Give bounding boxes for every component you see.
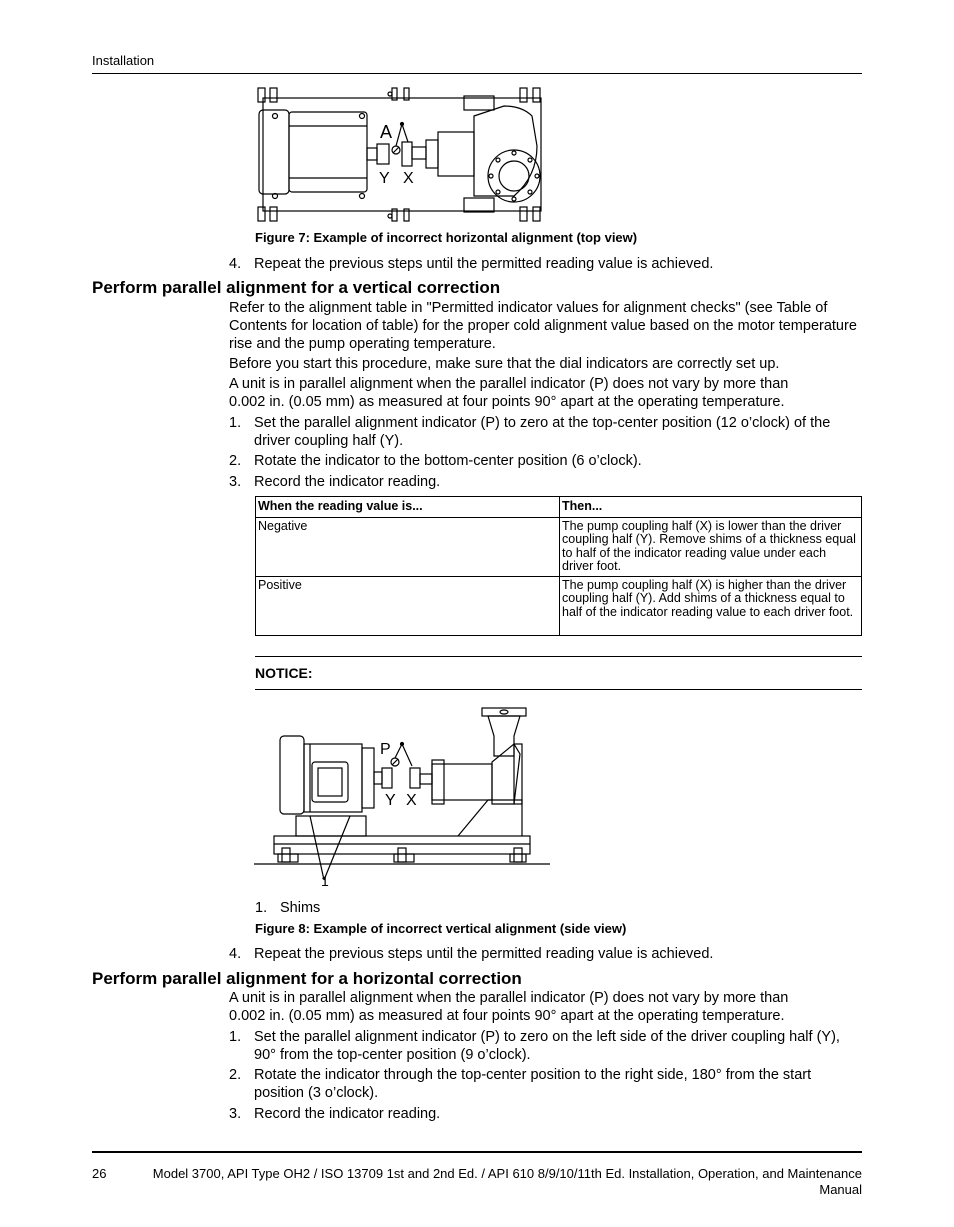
table-row bbox=[256, 576, 862, 635]
label-p: P bbox=[380, 741, 391, 758]
figure7-caption: Figure 7: Example of incorrect horizontal alignment (top view) bbox=[255, 230, 638, 245]
step-item bbox=[229, 1066, 862, 1102]
paragraph: Before you start this procedure, make sure that the dial indicators are correctly set up. bbox=[229, 356, 780, 372]
step-number: 3. bbox=[229, 474, 242, 490]
label-x: X bbox=[406, 792, 417, 809]
step-text: Set the parallel alignment indicator (P) to zero on the left side of the driver coupling half (Y), 90° from the top-center position (9 o’clock). bbox=[254, 1029, 840, 1063]
table-row bbox=[256, 517, 862, 576]
step-text: Record the indicator reading. bbox=[254, 1106, 441, 1122]
notice-rule-bottom bbox=[255, 689, 862, 690]
running-header: Installation bbox=[92, 53, 155, 68]
step-number: 2. bbox=[229, 1067, 242, 1083]
label-y: Y bbox=[385, 792, 396, 809]
label-x: X bbox=[403, 170, 414, 187]
header-rule bbox=[92, 73, 862, 74]
step-number: 2. bbox=[229, 453, 242, 469]
figure8-drawing bbox=[252, 704, 552, 894]
step-text: Rotate the indicator to the bottom-center position (6 o’clock). bbox=[254, 453, 642, 469]
alignment-table bbox=[255, 496, 862, 636]
table-header-cell: Then... bbox=[560, 497, 862, 518]
step-text: Repeat the previous steps until the permitted reading value is achieved. bbox=[254, 256, 714, 272]
footer-title: Model 3700, API Type OH2 / ISO 13709 1st and 2nd Ed. / API 610 8/9/10/11th Ed. Installation, Operation, and Maintenance Manual bbox=[152, 1166, 862, 1197]
step-number: 4. bbox=[229, 946, 242, 962]
step-number: 1. bbox=[229, 1029, 242, 1045]
footer-rule bbox=[92, 1151, 862, 1153]
step-text: Set the parallel alignment indicator (P) to zero at the top-center position (12 o’clock) of the driver coupling half (Y). bbox=[254, 415, 831, 449]
step-number: 3. bbox=[229, 1106, 242, 1122]
table-cell: The pump coupling half (X) is lower than the driver coupling half (Y). Remove shims of a thickness equal to half of the indicator reading value under each driver foot. bbox=[560, 517, 862, 576]
notice-label: NOTICE: bbox=[255, 665, 313, 681]
step-item bbox=[229, 414, 862, 450]
paragraph: A unit is in parallel alignment when the parallel indicator (P) does not vary by more than 0.002 in. (0.05 mm) as measured at four points 90° apart at the operating temperature. bbox=[229, 990, 789, 1024]
step-text: Rotate the indicator through the top-center position to the right side, 180° from the start position (3 o’clock). bbox=[254, 1067, 812, 1101]
legend-number: 1. bbox=[255, 900, 268, 916]
figure7-drawing bbox=[252, 86, 548, 226]
step-text: Record the indicator reading. bbox=[254, 474, 441, 490]
table-cell: The pump coupling half (X) is higher than the driver coupling half (Y). Add shims of a thickness equal to half of the indicator reading value to each driver foot. bbox=[560, 576, 862, 635]
step-text: Repeat the previous steps until the permitted reading value is achieved. bbox=[254, 946, 714, 962]
label-y: Y bbox=[379, 170, 390, 187]
callout-1: 1 bbox=[321, 873, 329, 889]
step-item bbox=[229, 1028, 862, 1064]
paragraph: A unit is in parallel alignment when the parallel indicator (P) does not vary by more than 0.002 in. (0.05 mm) as measured at four points 90° apart at the operating temperature. bbox=[229, 376, 789, 410]
paragraph: Refer to the alignment table in "Permitted indicator values for alignment checks" (see Table of Contents for location of table) for the proper cold alignment value based on the motor temperature rise and the pump operating temperature. bbox=[229, 300, 857, 352]
figure8-caption: Figure 8: Example of incorrect vertical alignment (side view) bbox=[255, 921, 627, 936]
section-heading-vertical: Perform parallel alignment for a vertical correction bbox=[92, 278, 501, 297]
table-header-row bbox=[256, 497, 862, 518]
label-a: A bbox=[380, 122, 393, 142]
table-header-cell: When the reading value is... bbox=[256, 497, 560, 518]
table-cell: Positive bbox=[256, 576, 560, 635]
step-number: 1. bbox=[229, 415, 242, 431]
notice-rule-top bbox=[255, 656, 862, 657]
section-heading-horizontal: Perform parallel alignment for a horizontal correction bbox=[92, 969, 522, 988]
page-number: 26 bbox=[92, 1166, 107, 1181]
legend-text: Shims bbox=[280, 900, 321, 916]
step-number: 4. bbox=[229, 256, 242, 272]
table-cell: Negative bbox=[256, 517, 560, 576]
